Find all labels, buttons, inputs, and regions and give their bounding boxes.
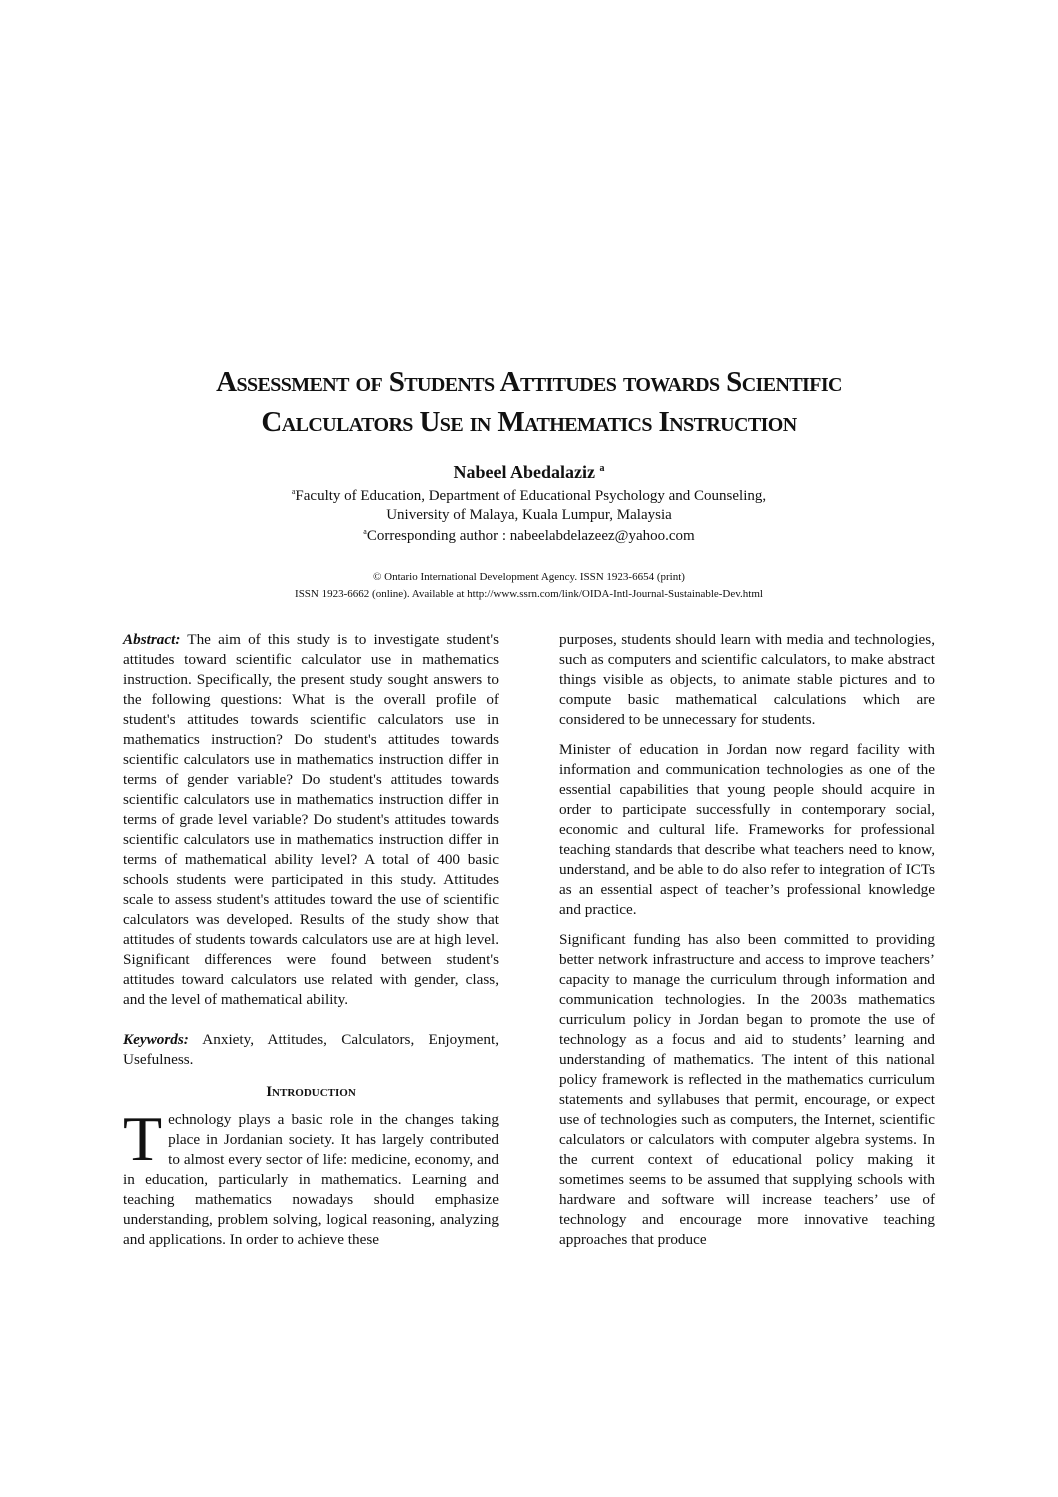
abstract bbox=[123, 630, 499, 1010]
copyright-line-2: ISSN 1923-6662 (online). Available at http://www.ssrn.com/link/OIDA-Intl-Journal-Sustainable-Dev.html bbox=[295, 588, 763, 600]
affiliation-line-1 bbox=[0, 487, 1058, 505]
copyright-line-1: © Ontario International Development Agency. ISSN 1923-6654 (print) bbox=[373, 571, 685, 583]
corresponding-author bbox=[0, 527, 1058, 545]
affiliation-marker: a bbox=[291, 487, 296, 496]
introduction-paragraph-1-continued: purposes, students should learn with media and technologies, such as computers and scientific calculators, to make abstract things visible as objects, to animate stable pictures and to compute basic mathematical calculations which are considered to be unnecessary for students. bbox=[559, 631, 935, 728]
abstract-label: Abstract: bbox=[123, 631, 181, 648]
author-marker: a bbox=[599, 463, 605, 474]
affiliation-text: Faculty of Education, Department of Educational Psychology and Counseling, bbox=[295, 488, 767, 504]
paper-title-line-2: Calculators Use in Mathematics Instruction bbox=[261, 406, 797, 438]
paper-title-line-1: Assessment of Students Attitudes towards Scientific bbox=[216, 366, 842, 398]
corresponding-marker: a bbox=[363, 527, 367, 536]
section-heading-introduction: Introduction bbox=[266, 1084, 356, 1100]
drop-cap: T bbox=[123, 1103, 163, 1174]
introduction-paragraph-1-text: echnology plays a basic role in the changes taking place in Jordanian society. It has largely contributed to almost every sector of life: medicine, economy, and in education, particularly in mathematics. Learning and teaching mathematics nowadays should emphasize understanding, problem solving, logical reasoning, analyzing and applications. In order to achieve these bbox=[123, 1111, 499, 1248]
affiliation-line-2: University of Malaya, Kuala Lumpur, Malaysia bbox=[386, 507, 672, 523]
abstract-text: The aim of this study is to investigate student's attitudes toward scientific calculator use in mathematics instruction. Specifically, the present study sought answers to the following questions: What is the overall profile of student's attitudes towards scientific calculators use in mathematics instruction? Do student's attitudes towards scientific calculators use in mathematics instruction differ in terms of gender variable? Do student's attitudes towards scientific calculators use in mathematics instruction differ in terms of grade level variable? Do student's attitudes towards scientific calculators use in mathematics instruction differ in terms of mathematical ability level? A total of 400 basic schools students were participated in this study. Attitudes scale to assess student's attitudes toward the use of scientific calculators was developed. Results of the study show that attitudes of students towards calculators use are at high level. Significant differences were found between student's attitudes toward calculators use related with gender, class, and the level of mathematical ability. bbox=[123, 631, 499, 1008]
corresponding-text: Corresponding author : nabeelabdelazeez@yahoo.com bbox=[366, 528, 695, 544]
introduction-paragraph-3: Significant funding has also been committed to providing better network infrastructure and access to improve teachers’ capacity to manage the curriculum through information and communication technologies. In the 2003s mathematics curriculum policy in Jordan began to promote the use of technology as a focus and aid to students’ learning and understanding of mathematics. The intent of this national policy framework is reflected in the mathematics curriculum statements and syllabuses that permit, encourage, or expect use of technologies such as computers, the Internet, scientific calculators or calculators with computer algebra systems. In the current context of educational policy making it sometimes seems to be assumed that supplying schools with hardware and software will increase teachers’ use of technology and encourage more innovative teaching approaches that produce bbox=[559, 931, 935, 1248]
keywords-text: Anxiety, Attitudes, Calculators, Enjoyment, Usefulness. bbox=[123, 1031, 499, 1068]
introduction-paragraph-1 bbox=[123, 1103, 499, 1250]
left-column bbox=[123, 630, 499, 1250]
author bbox=[0, 462, 1058, 483]
introduction-paragraph-2: Minister of education in Jordan now regard facility with information and communication technologies as one of the essential capabilities that young people should acquire in order to participate successfully in contemporary social, economic and cultural life. Frameworks for professional teaching standards that describe what teachers need to know, understand, and be able to do also refer to integration of ICTs as an essential aspect of teacher’s professional knowledge and practice. bbox=[559, 741, 935, 918]
right-column bbox=[559, 630, 935, 1250]
keywords-label: Keywords: bbox=[123, 1031, 189, 1048]
author-name: Nabeel Abedalaziz bbox=[453, 462, 595, 482]
keywords bbox=[123, 1030, 499, 1070]
